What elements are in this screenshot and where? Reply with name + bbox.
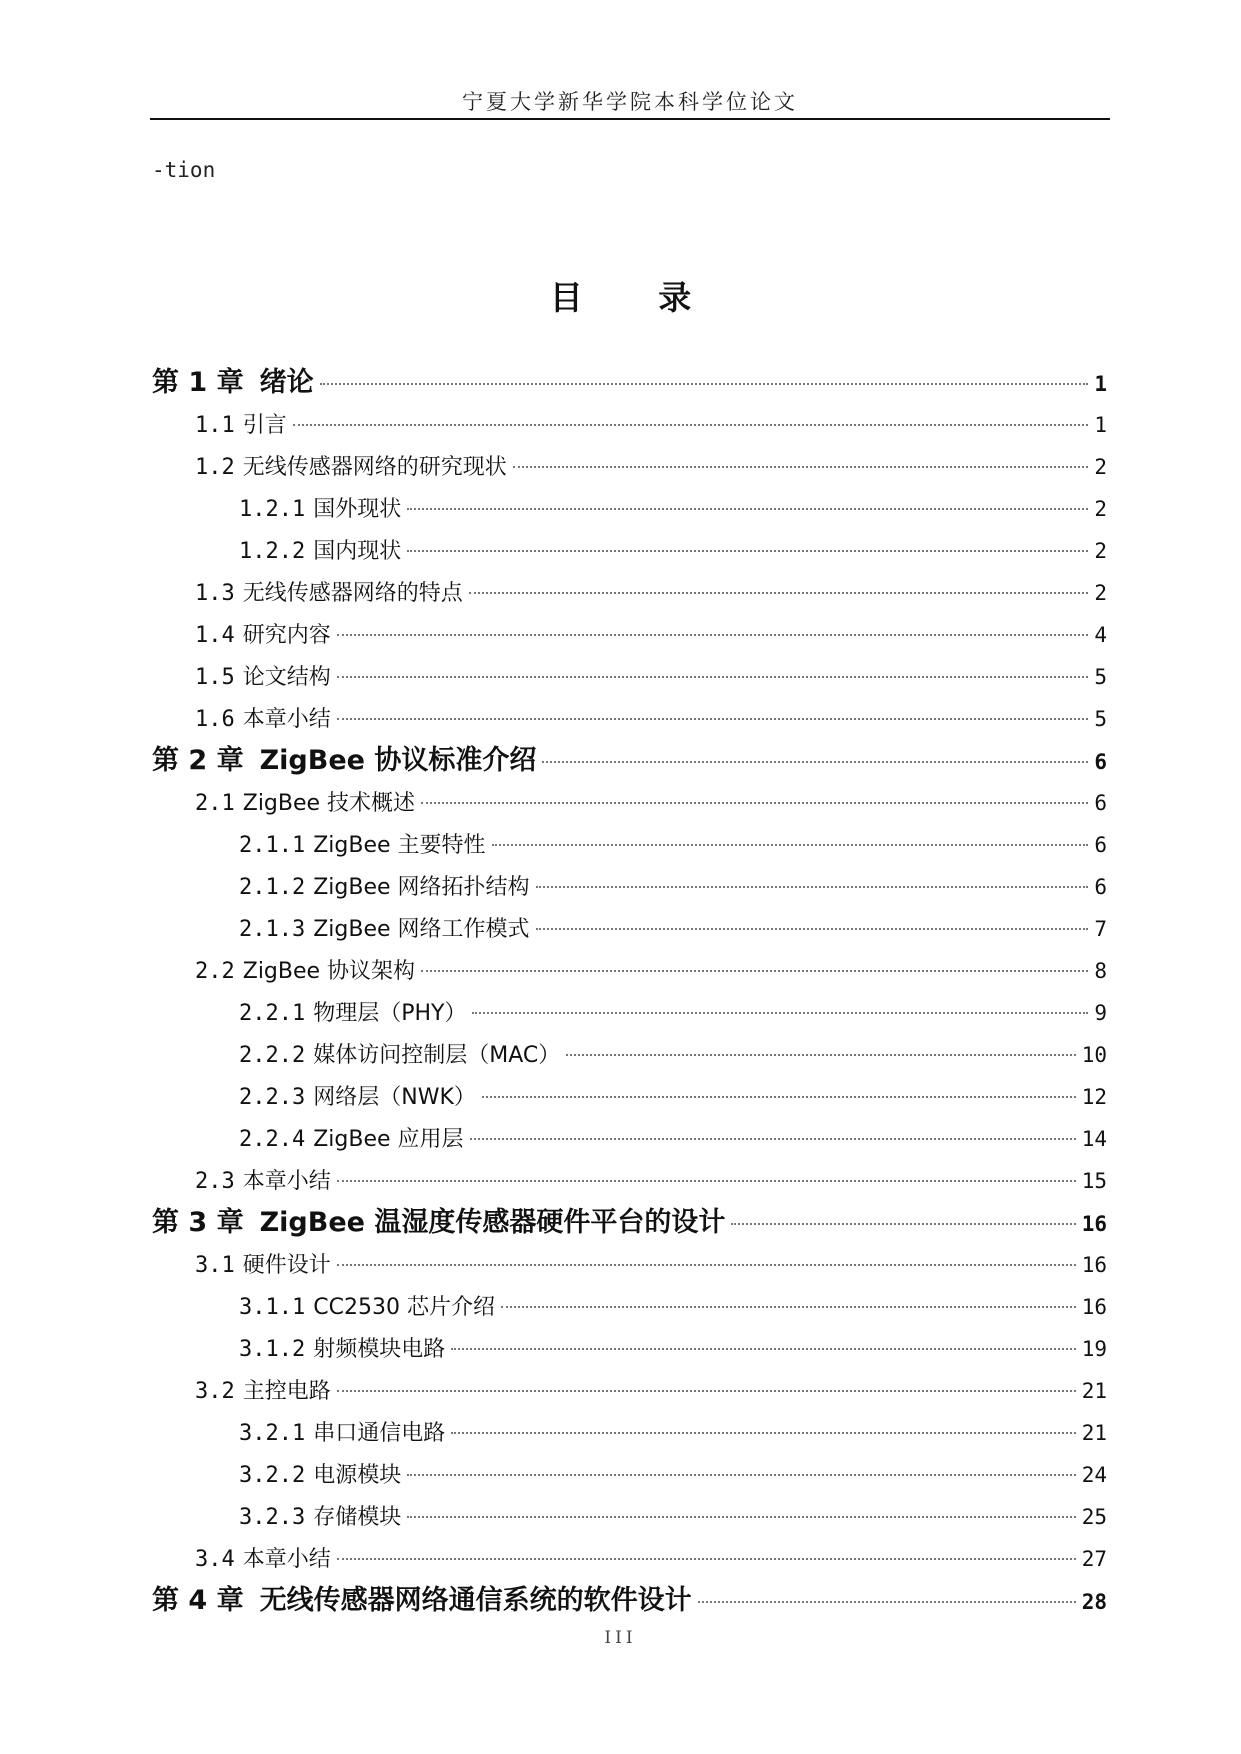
toc-entry-page: 2 bbox=[1094, 497, 1107, 521]
dot-leader bbox=[337, 634, 1089, 636]
toc-entry-level-3[interactable] bbox=[152, 1076, 1107, 1118]
toc-entry-level-2[interactable] bbox=[152, 1370, 1107, 1412]
dot-leader bbox=[407, 508, 1088, 510]
dot-leader bbox=[451, 1432, 1075, 1434]
toc-entry-level-2[interactable] bbox=[152, 614, 1107, 656]
dot-leader bbox=[536, 928, 1089, 930]
toc-entry-level-3[interactable] bbox=[152, 488, 1107, 530]
toc-entry-level-1[interactable] bbox=[152, 362, 1107, 404]
toc-entry-number: 3.2.2 bbox=[239, 1463, 306, 1488]
toc-entry-title: 国外现状 bbox=[313, 497, 402, 522]
toc-entry-page: 5 bbox=[1094, 665, 1107, 689]
toc-entry-level-3[interactable] bbox=[152, 866, 1107, 908]
toc-entry-number: 1.2 bbox=[195, 455, 235, 480]
toc-entry-number: 3.1.1 bbox=[239, 1295, 306, 1320]
toc-entry-number: 第 3 章 bbox=[152, 1207, 244, 1238]
toc-entry-title: 媒体访问控制层（MAC） bbox=[313, 1043, 561, 1068]
toc-entry-page: 1 bbox=[1094, 413, 1107, 437]
toc-entry-number: 第 1 章 bbox=[152, 367, 244, 398]
toc-entry-number: 1.6 bbox=[195, 707, 235, 732]
toc-entry-page: 6 bbox=[1094, 875, 1107, 899]
toc-entry-page: 16 bbox=[1081, 1295, 1107, 1319]
toc-entry-level-3[interactable] bbox=[152, 1286, 1107, 1328]
toc-entry-level-2[interactable] bbox=[152, 698, 1107, 740]
toc-entry-title: 本章小结 bbox=[242, 707, 331, 732]
toc-entry-number: 第 2 章 bbox=[152, 745, 244, 776]
toc-entry-title: 物理层（PHY） bbox=[313, 1001, 467, 1026]
toc-entry-page: 4 bbox=[1094, 623, 1107, 647]
toc-entry-title: 无线传感器网络通信系统的软件设计 bbox=[259, 1585, 692, 1616]
toc-entry-page: 2 bbox=[1094, 539, 1107, 563]
toc-entry-page: 6 bbox=[1094, 833, 1107, 857]
toc-entry-title: 主控电路 bbox=[242, 1379, 331, 1404]
dot-leader bbox=[407, 1516, 1075, 1518]
toc-entry-title: 硬件设计 bbox=[242, 1253, 331, 1278]
toc-entry-page: 28 bbox=[1081, 1590, 1107, 1614]
toc-entry-level-3[interactable] bbox=[152, 530, 1107, 572]
toc-entry-title: ZigBee 技术概述 bbox=[242, 791, 416, 816]
dot-leader bbox=[469, 592, 1089, 594]
dot-leader bbox=[337, 1558, 1076, 1560]
toc-entry-level-3[interactable] bbox=[152, 1412, 1107, 1454]
running-header: 宁夏大学新华学院本科学位论文 bbox=[462, 90, 798, 114]
toc-entry-number: 2.2.2 bbox=[239, 1043, 306, 1068]
toc-entry-title: ZigBee 网络拓扑结构 bbox=[313, 875, 530, 900]
toc-entry-page: 5 bbox=[1094, 707, 1107, 731]
toc-entry-page: 15 bbox=[1081, 1169, 1107, 1193]
toc-entry-level-2[interactable] bbox=[152, 1244, 1107, 1286]
toc-entry-page: 24 bbox=[1081, 1463, 1107, 1487]
toc-entry-number: 2.3 bbox=[195, 1169, 235, 1194]
dot-leader bbox=[421, 970, 1088, 972]
toc-entry-page: 12 bbox=[1081, 1085, 1107, 1109]
toc-entry-page: 27 bbox=[1081, 1547, 1107, 1571]
toc-entry-title: ZigBee 协议架构 bbox=[242, 959, 416, 984]
dot-leader bbox=[337, 1390, 1076, 1392]
toc-entry-page: 7 bbox=[1094, 917, 1107, 941]
toc-entry-page: 6 bbox=[1094, 750, 1107, 774]
toc-entry-level-2[interactable] bbox=[152, 1160, 1107, 1202]
dot-leader bbox=[501, 1306, 1076, 1308]
toc-entry-level-3[interactable] bbox=[152, 1328, 1107, 1370]
toc-entry-title: 本章小结 bbox=[242, 1169, 331, 1194]
dot-leader bbox=[698, 1601, 1076, 1603]
toc-entry-number: 3.2 bbox=[195, 1379, 235, 1404]
toc-entry-number: 3.4 bbox=[195, 1547, 235, 1572]
toc-entry-number: 2.1.3 bbox=[239, 917, 306, 942]
toc-entry-page: 19 bbox=[1081, 1337, 1107, 1361]
toc-entry-page: 16 bbox=[1081, 1212, 1107, 1236]
dot-leader bbox=[421, 802, 1088, 804]
toc-entry-title: 本章小结 bbox=[242, 1547, 331, 1572]
toc-entry-title: 网络层（NWK） bbox=[313, 1085, 476, 1110]
toc-entry-number: 2.2.4 bbox=[239, 1127, 306, 1152]
page-number: III bbox=[604, 1628, 637, 1648]
toc-entry-number: 2.1.2 bbox=[239, 875, 306, 900]
toc-entry-title: ZigBee 网络工作模式 bbox=[313, 917, 530, 942]
toc-entry-page: 21 bbox=[1081, 1379, 1107, 1403]
toc-entry-number: 3.2.1 bbox=[239, 1421, 306, 1446]
dot-leader bbox=[513, 466, 1089, 468]
toc-entry-title: 存储模块 bbox=[313, 1505, 402, 1530]
toc-entry-page: 16 bbox=[1081, 1253, 1107, 1277]
toc-entry-title: ZigBee 温湿度传感器硬件平台的设计 bbox=[259, 1207, 726, 1238]
dot-leader bbox=[337, 718, 1089, 720]
toc-entry-title: 研究内容 bbox=[242, 623, 331, 648]
toc-entry-level-3[interactable] bbox=[152, 1496, 1107, 1538]
dot-leader bbox=[482, 1096, 1076, 1098]
dot-leader bbox=[320, 383, 1089, 385]
toc-entry-level-3[interactable] bbox=[152, 908, 1107, 950]
toc-entry-number: 1.1 bbox=[195, 413, 235, 438]
toc-entry-level-3[interactable] bbox=[152, 992, 1107, 1034]
toc-entry-title: 国内现状 bbox=[313, 539, 402, 564]
dot-leader bbox=[407, 550, 1088, 552]
toc-entry-level-2[interactable] bbox=[152, 1538, 1107, 1580]
toc-entry-number: 1.2.1 bbox=[239, 497, 306, 522]
toc-entry-page: 25 bbox=[1081, 1505, 1107, 1529]
dot-leader bbox=[470, 1138, 1076, 1140]
dot-leader bbox=[451, 1348, 1075, 1350]
toc-entry-level-2[interactable] bbox=[152, 404, 1107, 446]
dot-leader bbox=[337, 1180, 1076, 1182]
carryover-text-fragment: -tion bbox=[152, 158, 216, 182]
toc-entry-title: 引言 bbox=[242, 413, 287, 438]
toc-entry-level-2[interactable] bbox=[152, 572, 1107, 614]
toc-entry-title: 射频模块电路 bbox=[313, 1337, 446, 1362]
dot-leader bbox=[566, 1054, 1075, 1056]
dot-leader bbox=[337, 676, 1089, 678]
toc-entry-level-1[interactable] bbox=[152, 1580, 1107, 1622]
toc-entry-number: 1.4 bbox=[195, 623, 235, 648]
toc-entry-level-1[interactable] bbox=[152, 740, 1107, 782]
toc-entry-number: 第 4 章 bbox=[152, 1585, 244, 1616]
toc-entry-title: 无线传感器网络的特点 bbox=[242, 581, 463, 606]
dot-leader bbox=[407, 1474, 1075, 1476]
toc-entry-title: 电源模块 bbox=[313, 1463, 402, 1488]
table-of-contents bbox=[152, 362, 1107, 1622]
toc-entry-title: ZigBee 主要特性 bbox=[313, 833, 486, 858]
toc-entry-number: 2.2 bbox=[195, 959, 235, 984]
dot-leader bbox=[536, 886, 1089, 888]
toc-entry-title: 无线传感器网络的研究现状 bbox=[242, 455, 507, 480]
toc-entry-page: 6 bbox=[1094, 791, 1107, 815]
toc-entry-page: 14 bbox=[1081, 1127, 1107, 1151]
toc-entry-page: 21 bbox=[1081, 1421, 1107, 1445]
toc-entry-title: ZigBee 协议标准介绍 bbox=[259, 745, 537, 776]
dot-leader bbox=[542, 761, 1088, 763]
toc-entry-title: 论文结构 bbox=[242, 665, 331, 690]
toc-entry-level-2[interactable] bbox=[152, 656, 1107, 698]
toc-entry-page: 9 bbox=[1094, 1001, 1107, 1025]
toc-entry-level-3[interactable] bbox=[152, 1118, 1107, 1160]
toc-entry-number: 1.3 bbox=[195, 581, 235, 606]
toc-entry-level-2[interactable] bbox=[152, 446, 1107, 488]
toc-entry-number: 1.2.2 bbox=[239, 539, 306, 564]
dot-leader bbox=[472, 1012, 1088, 1014]
toc-entry-level-1[interactable] bbox=[152, 1202, 1107, 1244]
toc-entry-level-3[interactable] bbox=[152, 1454, 1107, 1496]
toc-entry-title: CC2530 芯片介绍 bbox=[313, 1295, 495, 1320]
toc-entry-number: 3.2.3 bbox=[239, 1505, 306, 1530]
toc-entry-title: 绪论 bbox=[259, 367, 314, 398]
toc-entry-page: 2 bbox=[1094, 581, 1107, 605]
toc-entry-level-2[interactable] bbox=[152, 950, 1107, 992]
dot-leader bbox=[337, 1264, 1076, 1266]
toc-entry-page: 10 bbox=[1081, 1043, 1107, 1067]
dot-leader bbox=[731, 1223, 1075, 1225]
toc-entry-page: 1 bbox=[1094, 372, 1107, 396]
toc-entry-title: ZigBee 应用层 bbox=[313, 1127, 464, 1152]
toc-entry-level-2[interactable] bbox=[152, 782, 1107, 824]
toc-entry-level-3[interactable] bbox=[152, 824, 1107, 866]
toc-entry-number: 3.1 bbox=[195, 1253, 235, 1278]
toc-entry-level-3[interactable] bbox=[152, 1034, 1107, 1076]
toc-entry-number: 2.2.1 bbox=[239, 1001, 306, 1026]
dot-leader bbox=[492, 844, 1089, 846]
toc-entry-number: 1.5 bbox=[195, 665, 235, 690]
toc-entry-number: 2.2.3 bbox=[239, 1085, 306, 1110]
toc-heading: 目 录 bbox=[549, 278, 724, 317]
toc-entry-number: 2.1 bbox=[195, 791, 235, 816]
header-rule bbox=[150, 118, 1110, 120]
dot-leader bbox=[293, 424, 1089, 426]
toc-entry-page: 8 bbox=[1094, 959, 1107, 983]
toc-entry-title: 串口通信电路 bbox=[313, 1421, 446, 1446]
toc-entry-number: 3.1.2 bbox=[239, 1337, 306, 1362]
toc-entry-page: 2 bbox=[1094, 455, 1107, 479]
toc-entry-number: 2.1.1 bbox=[239, 833, 306, 858]
